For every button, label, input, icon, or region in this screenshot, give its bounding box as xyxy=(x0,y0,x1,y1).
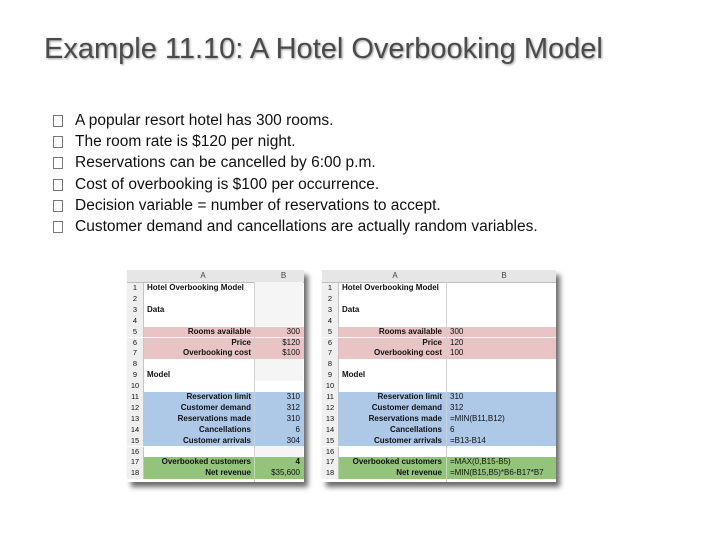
cell-a: Net revenue xyxy=(144,468,255,479)
cell-b xyxy=(255,305,304,316)
slide-title: Example 11.10: A Hotel Overbooking Model xyxy=(44,33,603,65)
row-number: 15 xyxy=(127,436,144,447)
cell-b: 120 xyxy=(447,338,556,349)
bullet-item xyxy=(53,216,538,237)
cell-b: 312 xyxy=(255,403,304,414)
sheet-row xyxy=(322,436,556,447)
cell-b: 100 xyxy=(447,348,556,359)
cell-a: Cancellations xyxy=(144,425,255,436)
sheet-row xyxy=(322,425,556,436)
row-number: 2 xyxy=(127,294,144,305)
sheet-row xyxy=(322,305,556,316)
sheet-row xyxy=(322,283,556,294)
cell-a: Overbooking cost xyxy=(339,348,446,359)
cell-a xyxy=(339,381,446,392)
row-number: 1 xyxy=(127,283,144,294)
row-number: 18 xyxy=(127,468,144,479)
cell-a: Reservations made xyxy=(339,414,446,425)
bullet-text: Decision variable = number of reservations to accept. xyxy=(75,196,441,214)
cell-b: 300 xyxy=(447,327,556,338)
row-number: 10 xyxy=(322,381,339,392)
row-number: 2 xyxy=(322,294,339,305)
cell-a: Overbooked customers xyxy=(144,457,255,468)
sheet-row xyxy=(322,327,556,338)
row-number: 11 xyxy=(322,392,339,403)
row-number: 7 xyxy=(127,348,144,359)
bullet-item xyxy=(53,110,538,131)
sheet-row xyxy=(322,316,556,327)
cell-a: Rooms available xyxy=(339,327,446,338)
cell-b xyxy=(255,447,304,458)
row-number: 8 xyxy=(322,359,339,370)
spreadsheet-values xyxy=(127,270,304,482)
cell-b: 310 xyxy=(255,414,304,425)
cell-b: 6 xyxy=(255,425,304,436)
cell-b xyxy=(447,359,556,370)
cell-b: =MAX(0,B15-B5) xyxy=(447,457,556,468)
cell-a: Customer demand xyxy=(339,403,446,414)
cell-a xyxy=(144,381,255,392)
cell-a: Customer arrivals xyxy=(339,436,446,447)
sheet-row xyxy=(127,447,304,458)
row-number: 1 xyxy=(322,283,339,294)
sheet-row xyxy=(322,468,556,479)
row-number: 7 xyxy=(322,348,339,359)
sheet-row xyxy=(322,294,556,305)
sheet-row xyxy=(322,359,556,370)
cell-a: Reservations made xyxy=(144,414,255,425)
cell-b xyxy=(447,294,556,305)
column-header-a: A xyxy=(392,271,398,280)
bullet-box-icon xyxy=(53,221,63,233)
bullet-text: Reservations can be cancelled by 6:00 p.m. xyxy=(75,154,376,172)
cell-a xyxy=(339,447,446,458)
sheet-row xyxy=(127,359,304,370)
row-number: 5 xyxy=(127,327,144,338)
cell-a: Reservation limit xyxy=(339,392,446,403)
sheet-row xyxy=(127,414,304,425)
column-divider xyxy=(254,282,255,482)
column-header-row xyxy=(322,270,556,283)
cell-a: Customer demand xyxy=(144,403,255,414)
sheet-row xyxy=(127,392,304,403)
cell-a: Rooms available xyxy=(144,327,255,338)
cell-b: $35,600 xyxy=(255,468,304,479)
cell-b: 304 xyxy=(255,436,304,447)
sheet-row xyxy=(322,381,556,392)
column-header-b: B xyxy=(280,271,287,280)
row-number: 3 xyxy=(322,305,339,316)
sheet-row xyxy=(127,338,304,349)
cell-a xyxy=(144,359,255,370)
bullet-text: A popular resort hotel has 300 rooms. xyxy=(75,112,334,129)
cell-a xyxy=(339,294,446,305)
cell-a: Data xyxy=(147,304,165,314)
cell-a: Customer arrivals xyxy=(144,436,255,447)
bullet-text: Customer demand and cancellations are actually random variables. xyxy=(75,218,538,236)
row-number: 5 xyxy=(322,327,339,338)
spreadsheet-formulas xyxy=(322,270,556,482)
cell-a: Price xyxy=(339,338,446,349)
sheet-row xyxy=(127,294,304,305)
cell-a xyxy=(144,294,255,305)
row-number: 14 xyxy=(127,425,144,436)
sheet-row xyxy=(127,436,304,447)
cell-b xyxy=(447,370,556,381)
cell-b xyxy=(255,294,304,305)
cell-b xyxy=(255,359,304,370)
cell-b: 300 xyxy=(255,327,304,338)
row-number: 10 xyxy=(127,381,144,392)
bullet-item xyxy=(53,131,538,152)
cell-b: $100 xyxy=(255,348,304,359)
row-number: 6 xyxy=(322,338,339,349)
row-number: 9 xyxy=(127,370,144,381)
sheet-row xyxy=(127,283,304,294)
row-number: 12 xyxy=(322,403,339,414)
cell-a xyxy=(339,316,446,327)
bullet-item xyxy=(53,174,538,195)
row-number: 4 xyxy=(322,316,339,327)
row-number: 14 xyxy=(322,425,339,436)
row-number: 4 xyxy=(127,316,144,327)
row-number: 17 xyxy=(322,457,339,468)
cell-a: Net revenue xyxy=(339,468,446,479)
cell-a: Price xyxy=(144,338,255,349)
sheet-row xyxy=(127,403,304,414)
cell-a: Overbooked customers xyxy=(339,457,446,468)
cell-b: $120 xyxy=(255,338,304,349)
sheet-row xyxy=(322,392,556,403)
cell-b xyxy=(255,283,304,294)
row-number: 15 xyxy=(322,436,339,447)
cell-a: Hotel Overbooking Model xyxy=(342,283,439,292)
column-divider xyxy=(446,282,447,482)
bullet-box-icon xyxy=(53,136,63,148)
row-number: 8 xyxy=(127,359,144,370)
sheet-row xyxy=(322,348,556,359)
row-number: 3 xyxy=(127,305,144,316)
row-number: 6 xyxy=(127,338,144,349)
cell-b: 6 xyxy=(447,425,556,436)
sheet-row xyxy=(127,348,304,359)
sheet-row xyxy=(127,381,304,392)
cell-b: 310 xyxy=(447,392,556,403)
sheet-row xyxy=(127,370,304,381)
bullet-item xyxy=(53,152,538,173)
cell-b: 310 xyxy=(255,392,304,403)
row-number: 9 xyxy=(322,370,339,381)
cell-b: =MIN(B15,B5)*B6-B17*B7 xyxy=(447,468,556,479)
sheet-row xyxy=(127,468,304,479)
sheet-row xyxy=(322,414,556,425)
row-number: 13 xyxy=(127,414,144,425)
sheet-row xyxy=(322,370,556,381)
row-number: 16 xyxy=(127,447,144,458)
bullet-text: Cost of overbooking is $100 per occurrence. xyxy=(75,175,380,193)
bullet-box-icon xyxy=(53,179,63,191)
bullet-box-icon xyxy=(53,200,63,212)
cell-b xyxy=(255,316,304,327)
cell-a: Model xyxy=(147,370,171,380)
cell-b: 4 xyxy=(255,457,304,468)
cell-a: Data xyxy=(342,304,360,314)
sheet-row xyxy=(127,305,304,316)
cell-b xyxy=(447,283,556,294)
bullet-item xyxy=(53,195,538,216)
cell-b xyxy=(255,381,304,392)
sheet-row xyxy=(322,457,556,468)
sheet-row xyxy=(127,457,304,468)
column-header-a: A xyxy=(200,271,206,280)
row-number: 18 xyxy=(322,468,339,479)
cell-b xyxy=(255,370,304,381)
row-number: 12 xyxy=(127,403,144,414)
bullet-box-icon xyxy=(53,157,63,169)
cell-b: 312 xyxy=(447,403,556,414)
sheet-row xyxy=(322,338,556,349)
cell-b xyxy=(447,381,556,392)
cell-a: Cancellations xyxy=(339,425,446,436)
row-number: 11 xyxy=(127,392,144,403)
sheet-row xyxy=(322,447,556,458)
sheet-row xyxy=(322,403,556,414)
cell-a xyxy=(339,359,446,370)
cell-b: =B13-B14 xyxy=(447,436,556,447)
cell-a: Overbooking cost xyxy=(144,348,255,359)
cell-b xyxy=(447,447,556,458)
sheet-row xyxy=(127,316,304,327)
column-header-b: B xyxy=(501,271,507,280)
row-number: 13 xyxy=(322,414,339,425)
cell-a: Reservation limit xyxy=(144,392,255,403)
bullet-box-icon xyxy=(53,115,63,127)
cell-a xyxy=(144,447,255,458)
row-number: 17 xyxy=(127,457,144,468)
bullet-list xyxy=(53,110,538,237)
cell-b xyxy=(447,305,556,316)
cell-a xyxy=(144,316,255,327)
bullet-text: The room rate is $120 per night. xyxy=(75,133,296,151)
row-number: 16 xyxy=(322,447,339,458)
cell-a: Hotel Overbooking Model xyxy=(147,283,244,292)
cell-b xyxy=(447,316,556,327)
sheet-row xyxy=(127,327,304,338)
sheet-row xyxy=(127,425,304,436)
cell-b: =MIN(B11,B12) xyxy=(447,414,556,425)
cell-a: Model xyxy=(342,370,366,380)
